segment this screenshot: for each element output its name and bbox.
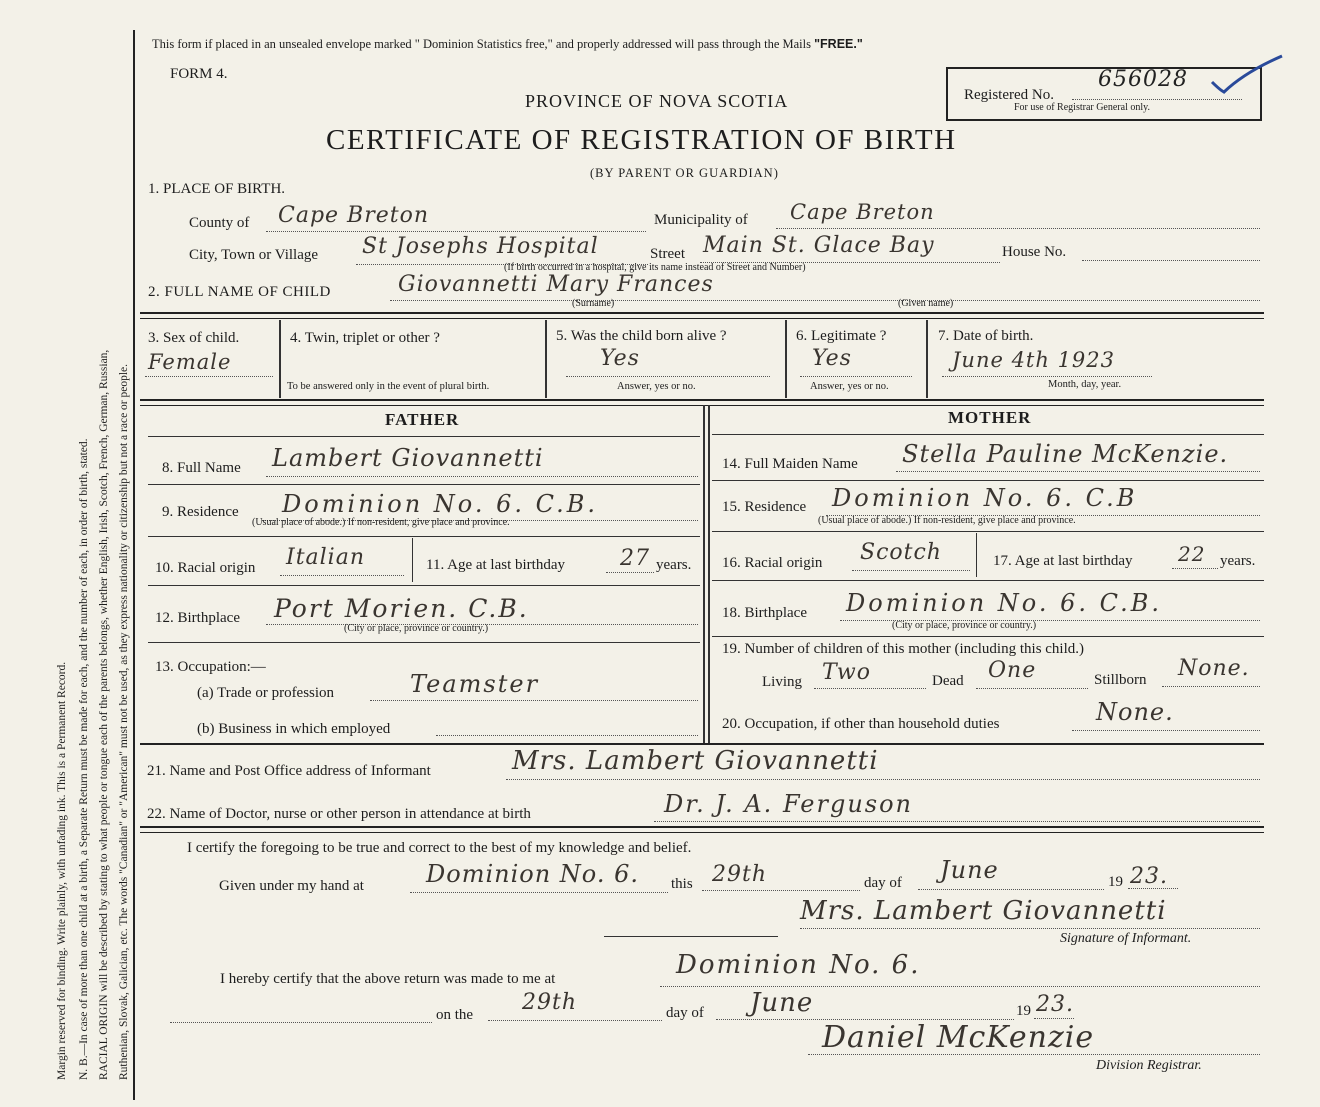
living-value: Two	[822, 660, 871, 685]
legitimate-note: Answer, yes or no.	[810, 381, 889, 392]
living-label: Living	[762, 674, 802, 690]
registrar-day-value: 29th	[522, 990, 578, 1015]
father-residence-label: 9. Residence	[162, 504, 239, 520]
county-value: Cape Breton	[278, 203, 430, 228]
place-heading: 1. PLACE OF BIRTH.	[148, 181, 286, 197]
informant-value: Mrs. Lambert Giovannetti	[512, 746, 879, 776]
registrar-year-value: 23.	[1036, 992, 1074, 1017]
child-name-label: 2. FULL NAME OF CHILD	[148, 284, 331, 300]
mother-age-value: 22	[1178, 542, 1206, 566]
informant-label: 21. Name and Post Office address of Informant	[147, 763, 431, 779]
registrar-signature-label: Division Registrar.	[1096, 1058, 1202, 1073]
mother-heading: MOTHER	[948, 408, 1032, 427]
mother-race-value: Scotch	[860, 540, 942, 565]
margin-note-4: Ruthenian, Slovak, Galician, etc. The words "Canadian" or "American" must not be used, as they express nationality or citizenship but not a race or people.	[118, 363, 130, 1080]
child-name-value: Giovannetti Mary Frances	[398, 272, 714, 297]
mother-birthplace-value: Dominion No. 6. C.B.	[846, 589, 1163, 617]
given-place-value: Dominion No. 6.	[426, 860, 639, 888]
father-birthplace-value: Port Morien. C.B.	[274, 594, 529, 623]
mother-years: years.	[1220, 553, 1256, 569]
registered-number: 656028	[1098, 67, 1188, 92]
registrar-month-value: June	[750, 988, 814, 1018]
county-label: County of	[189, 215, 250, 231]
registrar-signature: Daniel McKenzie	[822, 1020, 1095, 1055]
informant-signature: Mrs. Lambert Giovannetti	[800, 896, 1167, 926]
father-years: years.	[656, 557, 692, 573]
sex-label: 3. Sex of child.	[148, 330, 240, 346]
dob-value: June 4th 1923	[952, 348, 1116, 372]
municipality-label: Municipality of	[654, 212, 748, 228]
father-race-label: 10. Racial origin	[155, 560, 256, 576]
registrar-on-label: on the	[436, 1007, 474, 1023]
father-birthplace-label: 12. Birthplace	[155, 610, 240, 626]
mother-residence-note: (Usual place of abode.) If non-resident, give place and province.	[818, 515, 1076, 526]
mail-note-free: "FREE."	[814, 37, 863, 51]
street-label: Street	[650, 246, 685, 262]
father-name-value: Lambert Giovannetti	[272, 444, 544, 472]
father-trade-value: Teamster	[410, 670, 540, 698]
binding-margin-line	[133, 30, 135, 1100]
dob-note: Month, day, year.	[1048, 379, 1122, 390]
father-age-value: 27	[620, 546, 650, 571]
given-month-value: June	[940, 856, 999, 884]
municipality-value: Cape Breton	[790, 200, 935, 224]
mother-name-label: 14. Full Maiden Name	[722, 456, 858, 472]
given-this-label: this	[671, 876, 693, 892]
check-mark-icon	[1210, 52, 1285, 94]
mother-birthplace-note: (City or place, province or country.)	[892, 620, 1037, 631]
street-value: Main St. Glace Bay	[703, 233, 935, 258]
alive-value: Yes	[600, 346, 640, 371]
legitimate-value: Yes	[812, 346, 852, 371]
registrar-year-prefix: 19	[1016, 1003, 1031, 1019]
mother-children-label: 19. Number of children of this mother (including this child.)	[722, 641, 1085, 657]
twin-note: To be answered only in the event of plural birth.	[287, 381, 490, 392]
registered-note: For use of Registrar General only.	[1014, 102, 1150, 113]
father-business-label: (b) Business in which employed	[197, 721, 391, 737]
margin-note-3: RACIAL ORIGIN will be described by stating to what people or tongue each of the parents belongs, whether English, Irish, Scotch, French, German, Russian,	[98, 349, 110, 1080]
doctor-label: 22. Name of Doctor, nurse or other person in attendance at birth	[147, 806, 531, 822]
registrar-dayof-label: day of	[666, 1005, 704, 1021]
father-birthplace-note: (City or place, province or country.)	[344, 623, 489, 634]
house-label: House No.	[1002, 244, 1067, 260]
doctor-value: Dr. J. A. Ferguson	[664, 790, 913, 818]
certify-statement: I certify the foregoing to be true and correct to the best of my knowledge and belief.	[187, 840, 692, 856]
certificate-subtitle: (BY PARENT OR GUARDIAN)	[590, 166, 779, 180]
margin-note-1: Margin reserved for binding. Write plainly, with unfading ink. This is a Permanent Record.	[56, 661, 68, 1080]
mother-residence-label: 15. Residence	[722, 499, 807, 515]
given-under-label: Given under my hand at	[219, 878, 364, 894]
father-age-label: 11. Age at last birthday	[426, 557, 565, 573]
father-trade-label: (a) Trade or profession	[197, 685, 335, 701]
given-dayof-label: day of	[864, 875, 902, 891]
father-residence-note: (Usual place of abode.) If non-resident, give place and province.	[252, 517, 510, 528]
stillborn-label: Stillborn	[1094, 672, 1147, 688]
legitimate-label: 6. Legitimate ?	[796, 328, 887, 344]
margin-note-2: N. B.—In case of more than one child at a birth, a Separate Return must be made for each, and the number of each, in order of birth, stated.	[78, 438, 90, 1080]
dead-label: Dead	[932, 673, 964, 689]
province-heading: PROVINCE OF NOVA SCOTIA	[525, 91, 789, 111]
mother-age-label: 17. Age at last birthday	[993, 553, 1133, 569]
given-year-value: 23.	[1130, 864, 1168, 889]
mother-occupation-value: None.	[1096, 698, 1174, 726]
form-number: FORM 4.	[170, 66, 228, 82]
father-race-value: Italian	[286, 545, 366, 570]
registrar-statement: I hereby certify that the above return was made to me at	[220, 971, 556, 987]
alive-label: 5. Was the child born alive ?	[556, 328, 727, 344]
surname-note: (Surname)	[572, 298, 615, 309]
mother-race-label: 16. Racial origin	[722, 555, 823, 571]
certificate-title: CERTIFICATE OF REGISTRATION OF BIRTH	[326, 124, 957, 156]
mail-note: This form if placed in an unsealed envelope marked " Dominion Statistics free," and properly addressed will pass through the Mails "FREE."	[152, 37, 863, 51]
father-heading: FATHER	[385, 410, 460, 429]
dead-value: One	[988, 658, 1037, 683]
hospital-note: (If birth occurred in a hospital, give its name instead of Street and Number)	[504, 262, 806, 273]
informant-signature-label: Signature of Informant.	[1060, 931, 1192, 946]
alive-note: Answer, yes or no.	[617, 381, 696, 392]
registrar-place-value: Dominion No. 6.	[676, 950, 921, 980]
mother-name-value: Stella Pauline McKenzie.	[902, 440, 1229, 468]
dob-label: 7. Date of birth.	[938, 328, 1034, 344]
father-residence-value: Dominion No. 6. C.B.	[282, 490, 599, 518]
father-name-label: 8. Full Name	[162, 460, 241, 476]
mother-residence-value: Dominion No. 6. C.B	[832, 484, 1138, 512]
registered-label: Registered No.	[964, 87, 1054, 103]
city-label: City, Town or Village	[189, 247, 319, 263]
given-name-note: (Given name)	[898, 298, 954, 309]
twin-label: 4. Twin, triplet or other ?	[290, 330, 440, 346]
mother-occupation-label: 20. Occupation, if other than household duties	[722, 716, 1000, 732]
mother-birthplace-label: 18. Birthplace	[722, 605, 807, 621]
given-year-prefix: 19	[1108, 874, 1123, 890]
stillborn-value: None.	[1178, 656, 1250, 681]
given-day-value: 29th	[712, 862, 768, 887]
sex-value: Female	[148, 350, 232, 374]
city-value: St Josephs Hospital	[362, 234, 599, 259]
father-occupation-label: 13. Occupation:—	[155, 659, 266, 675]
